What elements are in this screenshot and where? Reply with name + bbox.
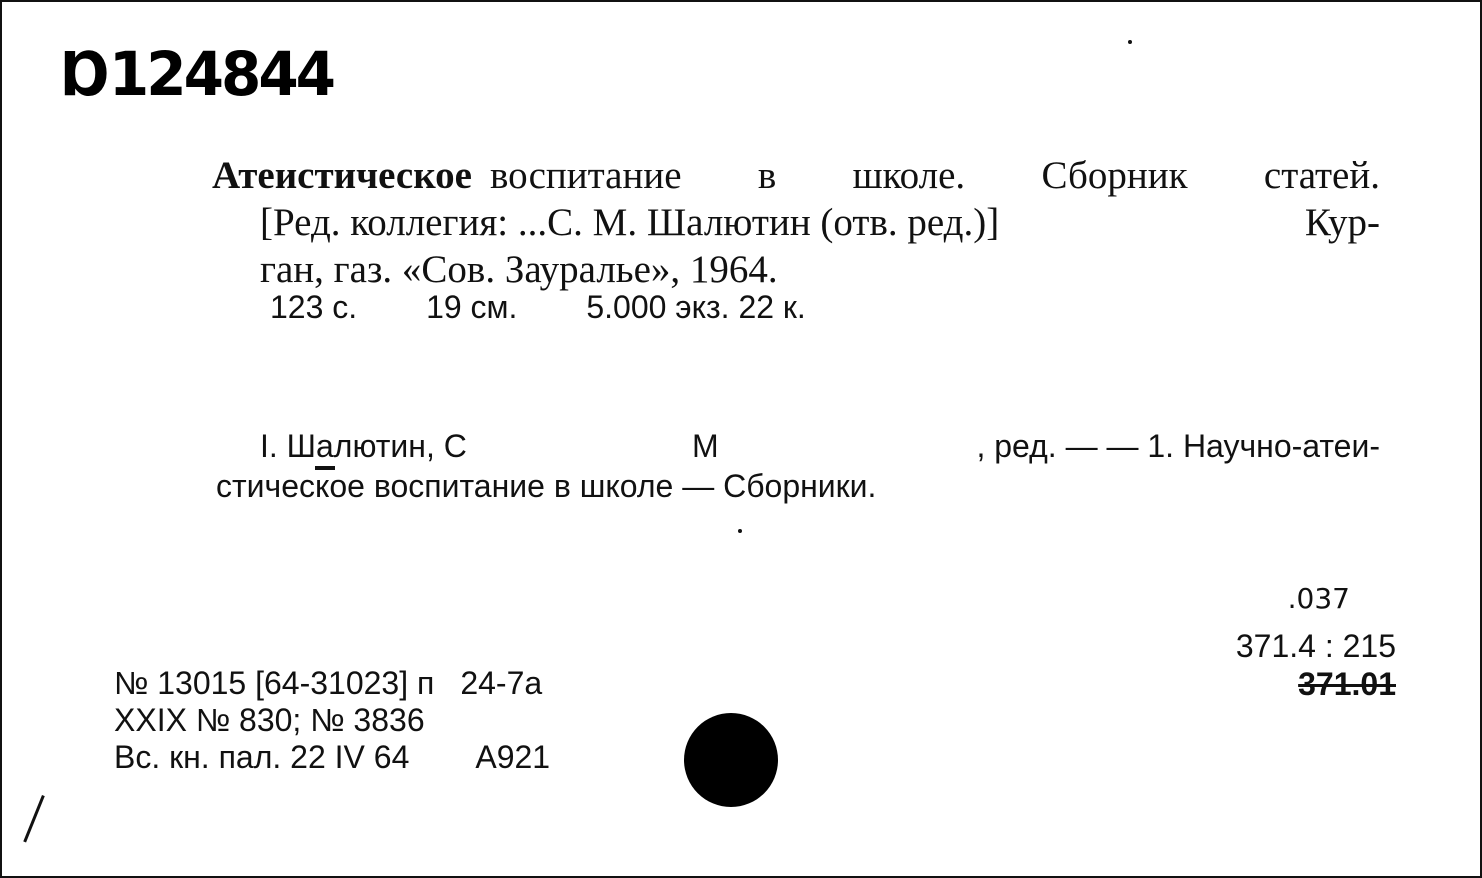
card-number-line [114, 664, 542, 702]
book-size: 19 см. [426, 289, 518, 325]
chamber-date: Вс. кн. пал. 22 IV 64 [114, 739, 410, 775]
title-rest: воспитание в школе. Сборник статей. [489, 154, 1380, 197]
tracing-initial: М [692, 428, 719, 464]
title-line [212, 152, 1380, 200]
card-code: 24-7а [460, 665, 543, 701]
punch-hole [684, 713, 778, 807]
tracing-subject: , ред. — — 1. Научно-атеи- [976, 428, 1380, 464]
struck-class-number: 371.01 [1298, 666, 1396, 702]
pen-stroke [23, 795, 45, 842]
page-count: 123 с. [270, 289, 358, 325]
tracing-author: I. Шалютин, С [260, 428, 467, 464]
registry-line: XXIX № 830; № 3836 [114, 702, 425, 738]
ink-dot [738, 529, 742, 533]
ink-dot [1128, 40, 1132, 44]
physical-description [270, 289, 806, 326]
tracing-line-2: стическое воспитание в школе — Сборники. [216, 468, 877, 504]
class-number: 371.4 : 215 [1235, 628, 1396, 664]
handwritten-accession-number: Ɒ124844 [62, 38, 334, 110]
editorial-line [260, 199, 1380, 247]
handwritten-class-number: .037 [1287, 582, 1350, 615]
card-number: № 13015 [64-31023] п [114, 665, 435, 701]
editorial-board: [Ред. коллегия: ...С. М. Шалютин (отв. ред.)] [260, 201, 1000, 244]
chamber-code: А921 [475, 739, 551, 775]
copies-price: 5.000 экз. 22 к. [586, 289, 806, 325]
title-bold: Атеистическое [212, 154, 472, 197]
place-start: Кур- [1304, 201, 1380, 244]
chamber-line [114, 738, 550, 776]
publisher-line: ган, газ. «Сов. Зауралье», 1964. [260, 248, 778, 291]
